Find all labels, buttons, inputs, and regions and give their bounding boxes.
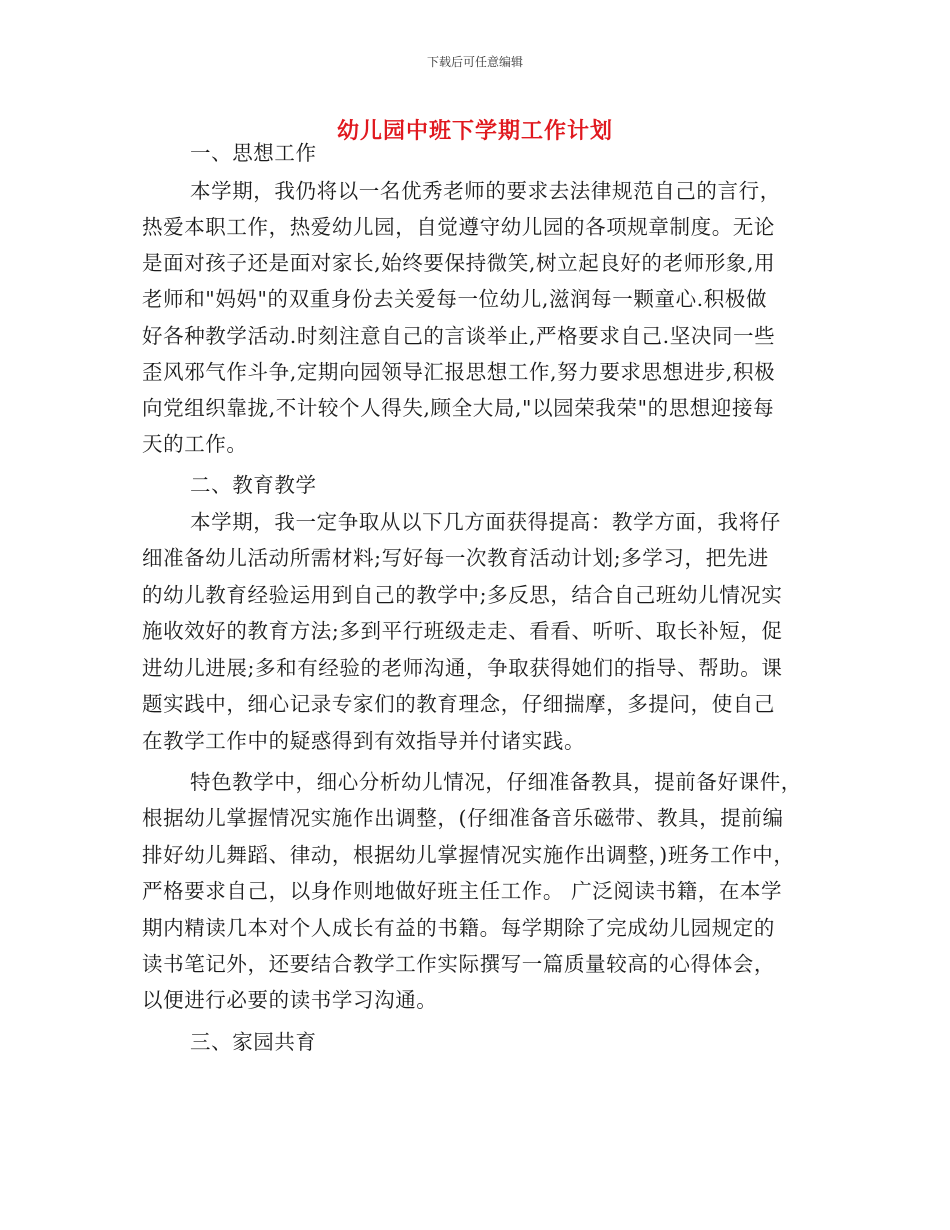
paragraph-line: 本学期，我仍将以一名优秀老师的要求去法律规范自己的言行， (190, 179, 781, 203)
paragraph-line: 排好幼儿舞蹈、律动，根据幼儿掌握情况实施作出调整，)班务工作中， (142, 843, 795, 867)
paragraph-line: 题实践中，细心记录专家们的教育理念，仔细揣摩，多提问，使自己 (142, 692, 775, 716)
paragraph-line: 老师和"妈妈"的双重身份去关爱每一位幼儿,滋润每一颗童心.积极做 (142, 287, 768, 311)
paragraph-line: 读书笔记外，还要结合教学工作实际撰写一篇质量较高的心得体会， (142, 952, 775, 976)
paragraph-line: 以便进行必要的读书学习沟通。 (142, 988, 438, 1012)
paragraph-line: 的幼儿教育经验运用到自己的教学中;多反思，结合自己班幼儿情况实 (142, 583, 783, 607)
section-heading: 三、家园共育 (190, 1030, 317, 1054)
paragraph-line: 严格要求自己，以身作则地做好班主任工作。 广泛阅读书籍，在本学 (142, 879, 783, 903)
paragraph-line: 特色教学中，细心分析幼儿情况，仔细准备教具，提前备好课件， (190, 770, 802, 794)
paragraph-line: 细准备幼儿活动所需材料;写好每一次教育活动计划;多学习，把先进 (142, 546, 769, 570)
paragraph-line: 向党组织靠拢,不计较个人得失,顾全大局,"以园荣我荣"的思想迎接每 (142, 396, 775, 420)
section-heading: 二、教育教学 (190, 473, 317, 497)
paragraph-line: 进幼儿进展;多和有经验的老师沟通，争取获得她们的指导、帮助。课 (142, 656, 783, 680)
paragraph-line: 好各种教学活动.时刻注意自己的言谈举止,严格要求自己.坚决同一些 (142, 324, 776, 348)
document-title: 幼儿园中班下学期工作计划 (336, 119, 613, 144)
paragraph-line: 根据幼儿掌握情况实施作出调整，(仔细准备音乐磁带、教具，提前编 (142, 806, 784, 830)
paragraph-line: 施收效好的教育方法;多到平行班级走走、看看、听听、取长补短，促 (142, 619, 783, 643)
header-note: 下载后可任意编辑 (426, 55, 523, 69)
paragraph-line: 歪风邪气作斗争,定期向园领导汇报思想工作,努力要求思想进步,积极 (142, 360, 776, 384)
paragraph-line: 热爱本职工作，热爱幼儿园，自觉遵守幼儿园的各项规章制度。无论 (142, 215, 775, 239)
paragraph-line: 天的工作。 (142, 432, 248, 456)
paragraph-line: 在教学工作中的疑惑得到有效指导并付诸实践。 (142, 729, 586, 753)
paragraph-line: 本学期，我一定争取从以下几方面获得提高：教学方面，我将仔 (190, 510, 781, 534)
section-heading: 一、思想工作 (190, 141, 317, 165)
paragraph-line: 期内精读几本对个人成长有益的书籍。每学期除了完成幼儿园规定的 (142, 916, 775, 940)
paragraph-line: 是面对孩子还是面对家长,始终要保持微笑,树立起良好的老师形象,用 (142, 251, 776, 275)
